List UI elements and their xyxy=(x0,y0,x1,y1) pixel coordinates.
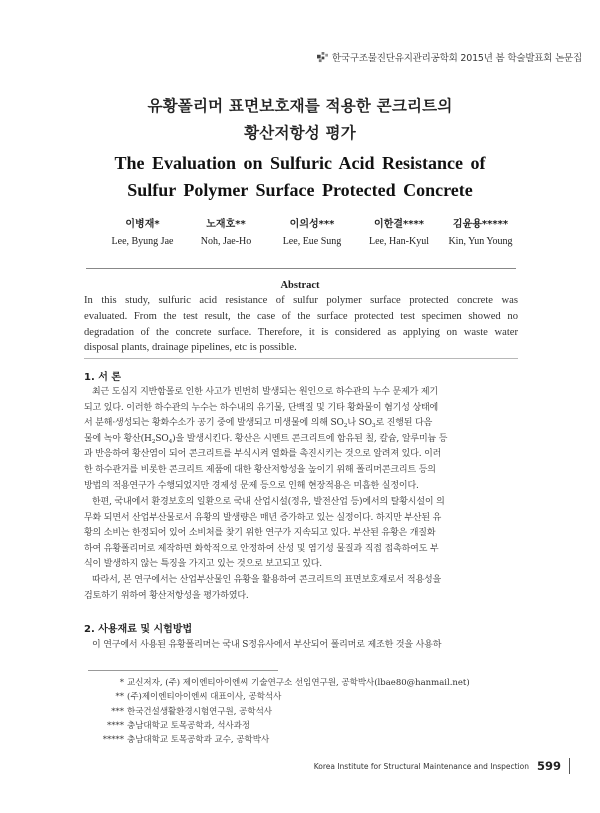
footnote-text: 충남대학교 토목공학과, 석사과정 xyxy=(127,720,251,731)
subscript: 2 xyxy=(343,423,348,430)
materials-paragraph-1 xyxy=(84,638,518,654)
page-footer xyxy=(314,758,570,774)
introduction-paragraph-1 xyxy=(84,385,518,494)
body-line: 이 연구에서 사용된 유황폴리머는 국내 S정유사에서 부산되어 폴리머로 제조한 것을 사용하 xyxy=(92,640,442,650)
body-line: 검토하기 위하여 황산저항성을 평가하였다. xyxy=(84,590,249,601)
abstract-line: evaluated. From the test result, the case of the surface protected test specimen showed no xyxy=(84,310,518,322)
author-name-korean: 이의성*** xyxy=(289,219,335,230)
author xyxy=(100,216,185,247)
body-text: 물에 녹아 황산(H xyxy=(84,433,152,444)
author-list xyxy=(100,216,520,247)
author-name-english: Noh, Jae-Ho xyxy=(200,236,252,247)
abstract-divider xyxy=(84,358,518,359)
title-korean-line-1: 유황폴리머 표면보호재를 적용한 콘크리트의 xyxy=(147,97,453,115)
body-line: 과 반응하여 황산염이 되어 콘크리트를 부식시켜 열화를 촉진시키는 것으로 알려져 있다. 이러 xyxy=(84,449,442,460)
footnote-text: 교신저자, (주) 제이엔티아이엔씨 기술연구소 선임연구원, 공학박사(lbae80@hanmail.net) xyxy=(127,678,470,688)
introduction-paragraph-3 xyxy=(84,573,518,604)
body-line: 되고 있다. 이러한 하수관의 누수는 하수내의 유기물, 단백질 및 기타 황화물이 혐기성 상태에 xyxy=(84,402,439,413)
introduction-paragraph-2 xyxy=(84,495,518,573)
section-heading-materials-methods: 2. 사용재료 및 시험방법 xyxy=(84,624,193,635)
body-line: 한 하수관거를 비롯한 콘크리트 제품에 대한 황산저항성을 높이기 위해 폴리머콘크리트 등의 xyxy=(84,464,436,475)
subscript: 4 xyxy=(168,438,173,445)
footer-institute: Korea Institute for Structural Maintenance and Inspection xyxy=(313,761,529,771)
body-line: 무화 되면서 산업부산물로서 유황의 발생량은 매년 증가하고 있는 실정이다. 하지만 부산된 유 xyxy=(84,512,442,523)
section-heading-introduction: 1. 서 론 xyxy=(84,372,122,383)
title-english-line-1: The Evaluation on Sulfuric Acid Resistance of xyxy=(114,153,486,173)
body-text: 로 진행된 다음 xyxy=(375,418,433,429)
abstract-line: disposal plants, drainage pipelines, etc is possible. xyxy=(84,342,297,354)
body-line: 최근 도심지 지반함몰로 인한 사고가 빈번히 발생되는 원인으로 하수관의 누수 문제가 제기 xyxy=(92,387,438,397)
title-divider xyxy=(86,268,516,269)
footnote xyxy=(84,733,484,747)
footnote-text: (주)제이엔티아이엔씨 대표이사, 공학석사 xyxy=(127,692,282,703)
footnote-mark: ***** xyxy=(102,735,124,746)
footnote xyxy=(84,705,484,719)
body-line: 황의 소비는 한정되어 있어 소비처를 찾기 위한 연구가 지속되고 있다. 부산된 유황은 개질화 xyxy=(84,528,436,539)
title-korean-line-2: 황산저항성 평가 xyxy=(244,124,356,142)
footnote-mark: *** xyxy=(111,706,124,717)
title-english-line-2: Sulfur Polymer Surface Protected Concrete xyxy=(127,180,473,200)
footnote xyxy=(84,676,484,690)
footnote-mark: ** xyxy=(115,692,124,703)
body-text: 서 분해·생성되는 황화수소가 공기 중에 발생되고 미생물에 의해 SO xyxy=(84,418,344,429)
author xyxy=(441,216,520,247)
body-text: )을 발생시킨다. 황산은 시멘트 콘크리트에 함유된 칠, 칼슘, 알루미늄 등 xyxy=(172,433,448,444)
running-title: 한국구조물진단유지관리공학회 2015년 봄 학술발표회 논문집 xyxy=(331,53,582,64)
subscript: 2 xyxy=(151,438,156,445)
author xyxy=(267,216,357,247)
author-name-english: Lee, Byung Jae xyxy=(111,236,174,247)
author-name-english: Kin, Yun Young xyxy=(448,236,513,247)
author-name-korean: 이한결**** xyxy=(374,219,424,230)
footer-divider xyxy=(569,758,570,774)
body-line xyxy=(84,416,518,432)
abstract-body xyxy=(84,293,518,356)
body-text: SO xyxy=(155,433,169,444)
footnote xyxy=(84,719,484,733)
author-name-korean: 노재호** xyxy=(206,219,246,230)
body-line: 방법의 적용연구가 수행되었지만 경제성 문제 등으로 인해 현장적용은 미흡한 실정이다. xyxy=(84,480,419,491)
footnote-mark: **** xyxy=(107,720,124,731)
proceedings-mark-icon xyxy=(317,52,328,63)
author-name-english: Lee, Han-Kyul xyxy=(369,236,429,247)
body-line xyxy=(84,432,518,448)
author-name-english: Lee, Eue Sung xyxy=(282,236,342,247)
footnotes xyxy=(84,676,484,747)
body-text: 나 SO xyxy=(347,418,372,429)
abstract-heading: Abstract xyxy=(280,280,320,291)
page-number: 599 xyxy=(536,759,561,773)
running-header xyxy=(317,50,582,64)
body-line: 한편, 국내에서 환경보호의 일환으로 국내 산업시설(정유, 발전산업 등)에서의 탈황시설이 의 xyxy=(92,497,445,507)
author-name-korean: 김윤용***** xyxy=(452,219,509,230)
footnote-text: 한국건설생활환경시험연구원, 공학석사 xyxy=(127,706,272,717)
footnote-text: 충남대학교 토목공학과 교수, 공학박사 xyxy=(127,735,270,746)
abstract-line: degradation of the concrete surface. Therefore, it is considered as applying on waste water xyxy=(84,326,518,338)
author-name-korean: 이병재* xyxy=(125,219,160,230)
author xyxy=(185,216,267,247)
footnote-mark: * xyxy=(119,678,124,688)
author xyxy=(357,216,441,247)
footnote-divider xyxy=(88,670,278,671)
subscript: 3 xyxy=(371,423,376,430)
body-line: 식이 발생하지 않는 특징을 가지고 있는 것으로 보고되고 있다. xyxy=(84,559,322,570)
abstract-line: In this study, sulfuric acid resistance of sulfur polymer surface protected concrete was xyxy=(84,295,518,306)
footnote xyxy=(84,690,484,704)
body-line: 따라서, 본 연구에서는 산업부산물인 유황을 활용하여 콘크리트의 표면보호재로서 적용성을 xyxy=(92,575,442,585)
body-line: 하여 유황폴리머로 제작하면 화학적으로 안정하여 산성 및 염기성 물질과 직접 접촉하여도 부 xyxy=(84,543,439,554)
